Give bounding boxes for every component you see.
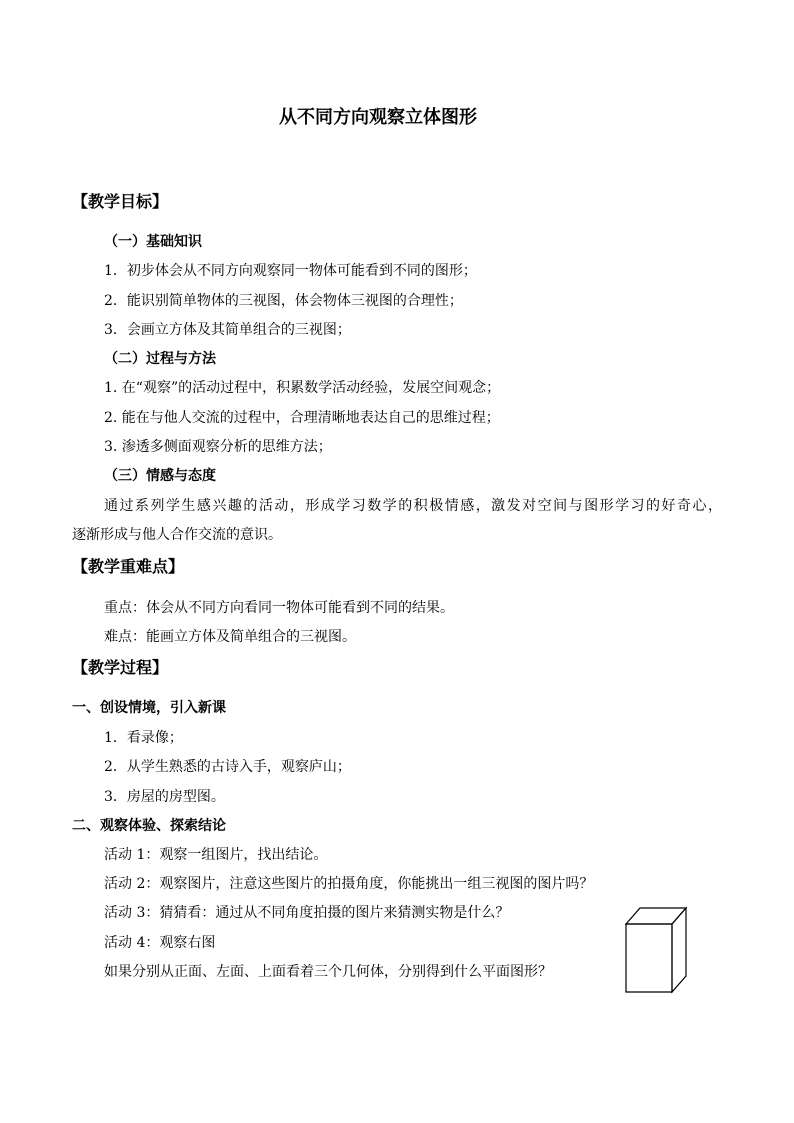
list-item: 3．会画立方体及其简单组合的三视图； — [104, 322, 351, 338]
section-heading-objectives: 【教学目标】 — [72, 192, 169, 211]
key-point-text: 重点：体会从不同方向看同一物体可能看到不同的结果。 — [104, 600, 454, 616]
part-heading-introduction: 一、创设情境，引入新课 — [72, 700, 226, 716]
page-title: 从不同方向观察立体图形 — [279, 107, 477, 128]
list-item: 3．房屋的房型图。 — [104, 789, 225, 805]
activity-item: 活动 1：观察一组图片，找出结论。 — [104, 847, 328, 863]
subheading-basic-knowledge: （一）基础知识 — [104, 234, 202, 250]
section-heading-key-difficult-points: 【教学重难点】 — [72, 557, 185, 576]
paragraph-line: 通过系列学生感兴趣的活动，形成学习数学的积极情感，激发对空间与图形学习的好奇心， — [104, 498, 722, 514]
activity-item: 活动 4：观察右图 — [104, 935, 216, 951]
subheading-process-method: （二）过程与方法 — [104, 351, 216, 367]
activity-item: 活动 2：观察图片，注意这些图片的拍摄角度，你能挑出一组三视图的图片吗？ — [104, 876, 594, 892]
rectangular-prism-figure — [620, 904, 692, 996]
activity-item: 活动 3：猜猜看：通过从不同角度拍摄的图片来猜测实物是什么？ — [104, 905, 510, 921]
subheading-emotion-attitude: （三）情感与态度 — [104, 468, 216, 484]
list-item: 1. 在“观察”的活动过程中，积累数学活动经验，发展空间观念； — [104, 380, 501, 396]
part-heading-observation: 二、观察体验、探索结论 — [72, 818, 226, 834]
list-item: 1．看录像； — [104, 730, 183, 746]
list-item: 2. 能在与他人交流的过程中，合理清晰地表达自己的思维过程； — [104, 410, 500, 426]
list-item: 2．从学生熟悉的古诗入手，观察庐山； — [104, 759, 351, 775]
section-heading-teaching-process: 【教学过程】 — [72, 658, 169, 677]
difficulty-text: 难点：能画立方体及简单组合的三视图。 — [104, 629, 356, 645]
prism-side-face — [672, 908, 686, 992]
list-item: 2．能识别简单物体的三视图，体会物体三视图的合理性； — [104, 293, 463, 309]
list-item: 3. 渗透多侧面观察分析的思维方法； — [104, 439, 332, 455]
question-text: 如果分别从正面、左面、上面看着三个几何体，分别得到什么平面图形？ — [104, 964, 552, 980]
prism-front-face — [626, 924, 672, 992]
paragraph-line: 逐渐形成与他人合作交流的意识。 — [72, 527, 282, 543]
list-item: 1．初步体会从不同方向观察同一物体可能看到不同的图形； — [104, 263, 477, 279]
prism-top-face — [626, 908, 686, 924]
